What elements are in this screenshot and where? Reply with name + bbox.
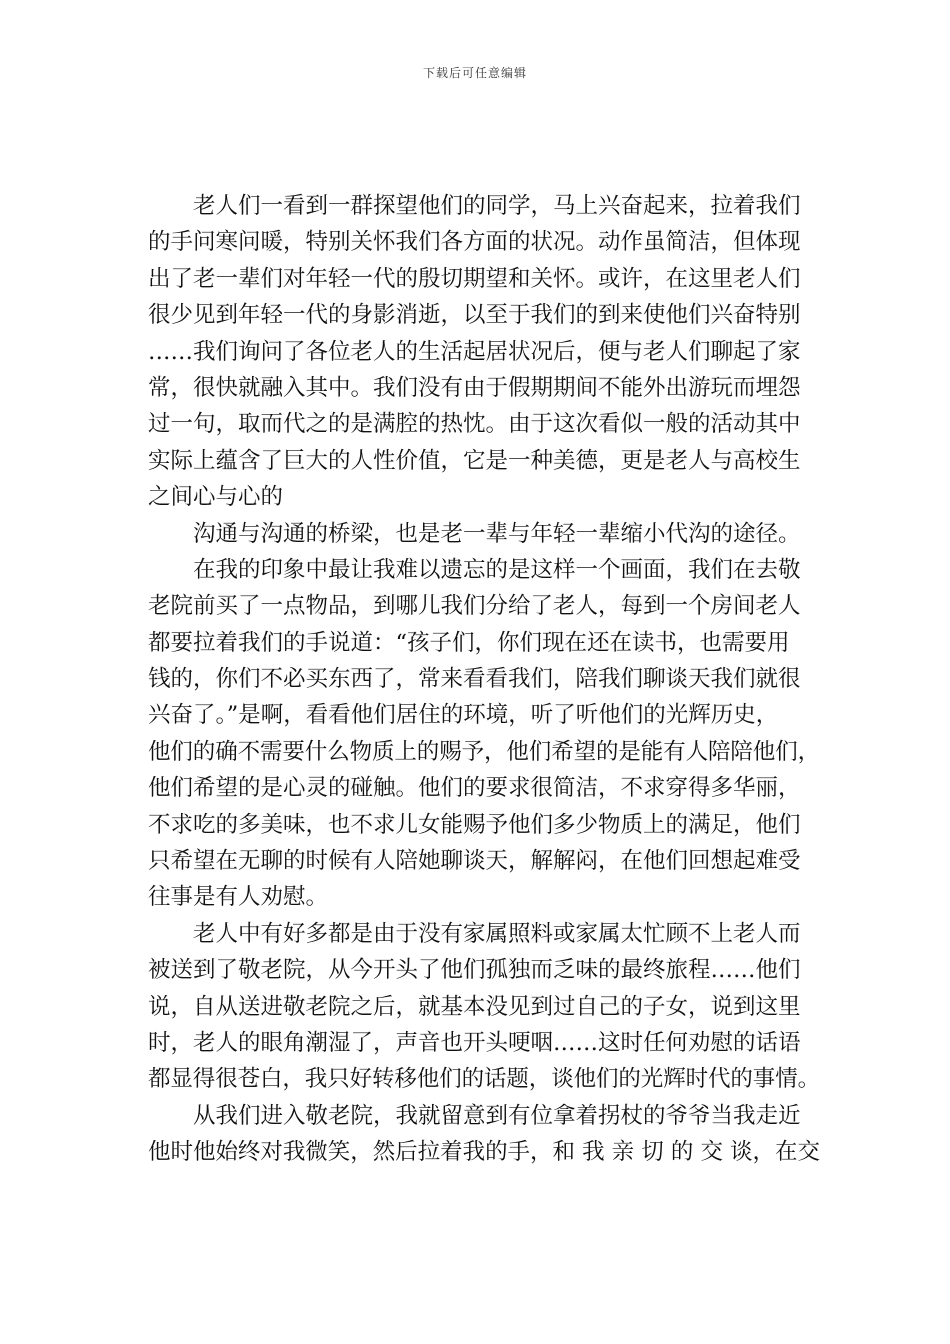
text-line: 出了老一辈们对年轻一代的殷切期望和关怀。或许，在这里老人们 — [148, 265, 801, 292]
text-line: 实际上蕴含了巨大的人性价值，它是一种美德，更是老人与高校生 — [148, 447, 801, 474]
text-line: 老人们一看到一群探望他们的同学，马上兴奋起来，拉着我们 — [193, 193, 801, 219]
text-line: 的手问寒问暖，特别关怀我们各方面的状况。动作虽简洁，但体现 — [148, 229, 801, 256]
text-line: 在我的印象中最让我难以遗忘的是这样一个画面，我们在去敬 — [193, 556, 801, 583]
text-line: 老院前买了一点物品，到哪儿我们分给了老人，每到一个房间老人 — [148, 593, 801, 620]
header-note: 下载后可任意编辑 — [422, 66, 527, 80]
text-line: 往事是有人劝慰。 — [148, 884, 329, 911]
text-line: 常，很快就融入其中。我们没有由于假期期间不能外出游玩而埋怨 — [148, 374, 801, 401]
text-line: 被送到了敬老院，从今开头了他们孤独而乏味的最终旅程……他们 — [148, 957, 801, 984]
text-line: ……我们询问了各位老人的生活起居状况后，便与老人们聊起了家 — [148, 338, 801, 365]
text-line: 从我们进入敬老院，我就留意到有位拿着拐杖的爷爷当我走近 — [193, 1102, 801, 1129]
text-line: 很少见到年轻一代的身影消逝，以至于我们的到来使他们兴奋特别 — [148, 302, 801, 329]
text-line: 都显得很苍白，我只好转移他们的话题，谈他们的光辉时代的事情。 — [148, 1066, 821, 1093]
body-text — [148, 188, 820, 1171]
text-line: 他们的确不需要什么物质上的赐予，他们希望的是能有人陪陪他们， — [148, 738, 821, 765]
text-line: 老人中有好多都是由于没有家属照料或家属太忙顾不上老人而 — [193, 920, 801, 947]
text-line: 过一句，取而代之的是满腔的热忱。由于这次看似一般的活动其中 — [148, 411, 801, 438]
text-line: 之间心与心的 — [148, 484, 284, 511]
text-line: 说，自从送进敬老院之后，就基本没见到过自己的子女，说到这里 — [148, 993, 801, 1020]
text-line: 只希望在无聊的时候有人陪她聊谈天，解解闷，在他们回想起难受 — [148, 848, 801, 875]
text-line: 他们希望的是心灵的碰触。他们的要求很简洁，不求穿得多华丽， — [148, 775, 801, 802]
text-line: 时，老人的眼角潮湿了，声音也开头哽咽……这时任何劝慰的话语 — [148, 1029, 801, 1056]
text-line: 兴奋了。”是啊，看看他们居住的环境，听了听他们的光辉历史， — [148, 702, 779, 729]
text-line: 钱的，你们不必买东西了，常来看看我们，陪我们聊谈天我们就很 — [148, 666, 801, 693]
text-line: 都要拉着我们的手说道：“孩子们，你们现在还在读书，也需要用 — [148, 629, 790, 656]
text-line: 他时他始终对我微笑，然后拉着我的手，和 我 亲 切 的 交 谈，在交 — [148, 1139, 820, 1166]
text-line: 不求吃的多美味，也不求儿女能赐予他们多少物质上的满足，他们 — [148, 811, 801, 838]
text-line: 沟通与沟通的桥梁，也是老一辈与年轻一辈缩小代沟的途径。 — [193, 520, 801, 547]
